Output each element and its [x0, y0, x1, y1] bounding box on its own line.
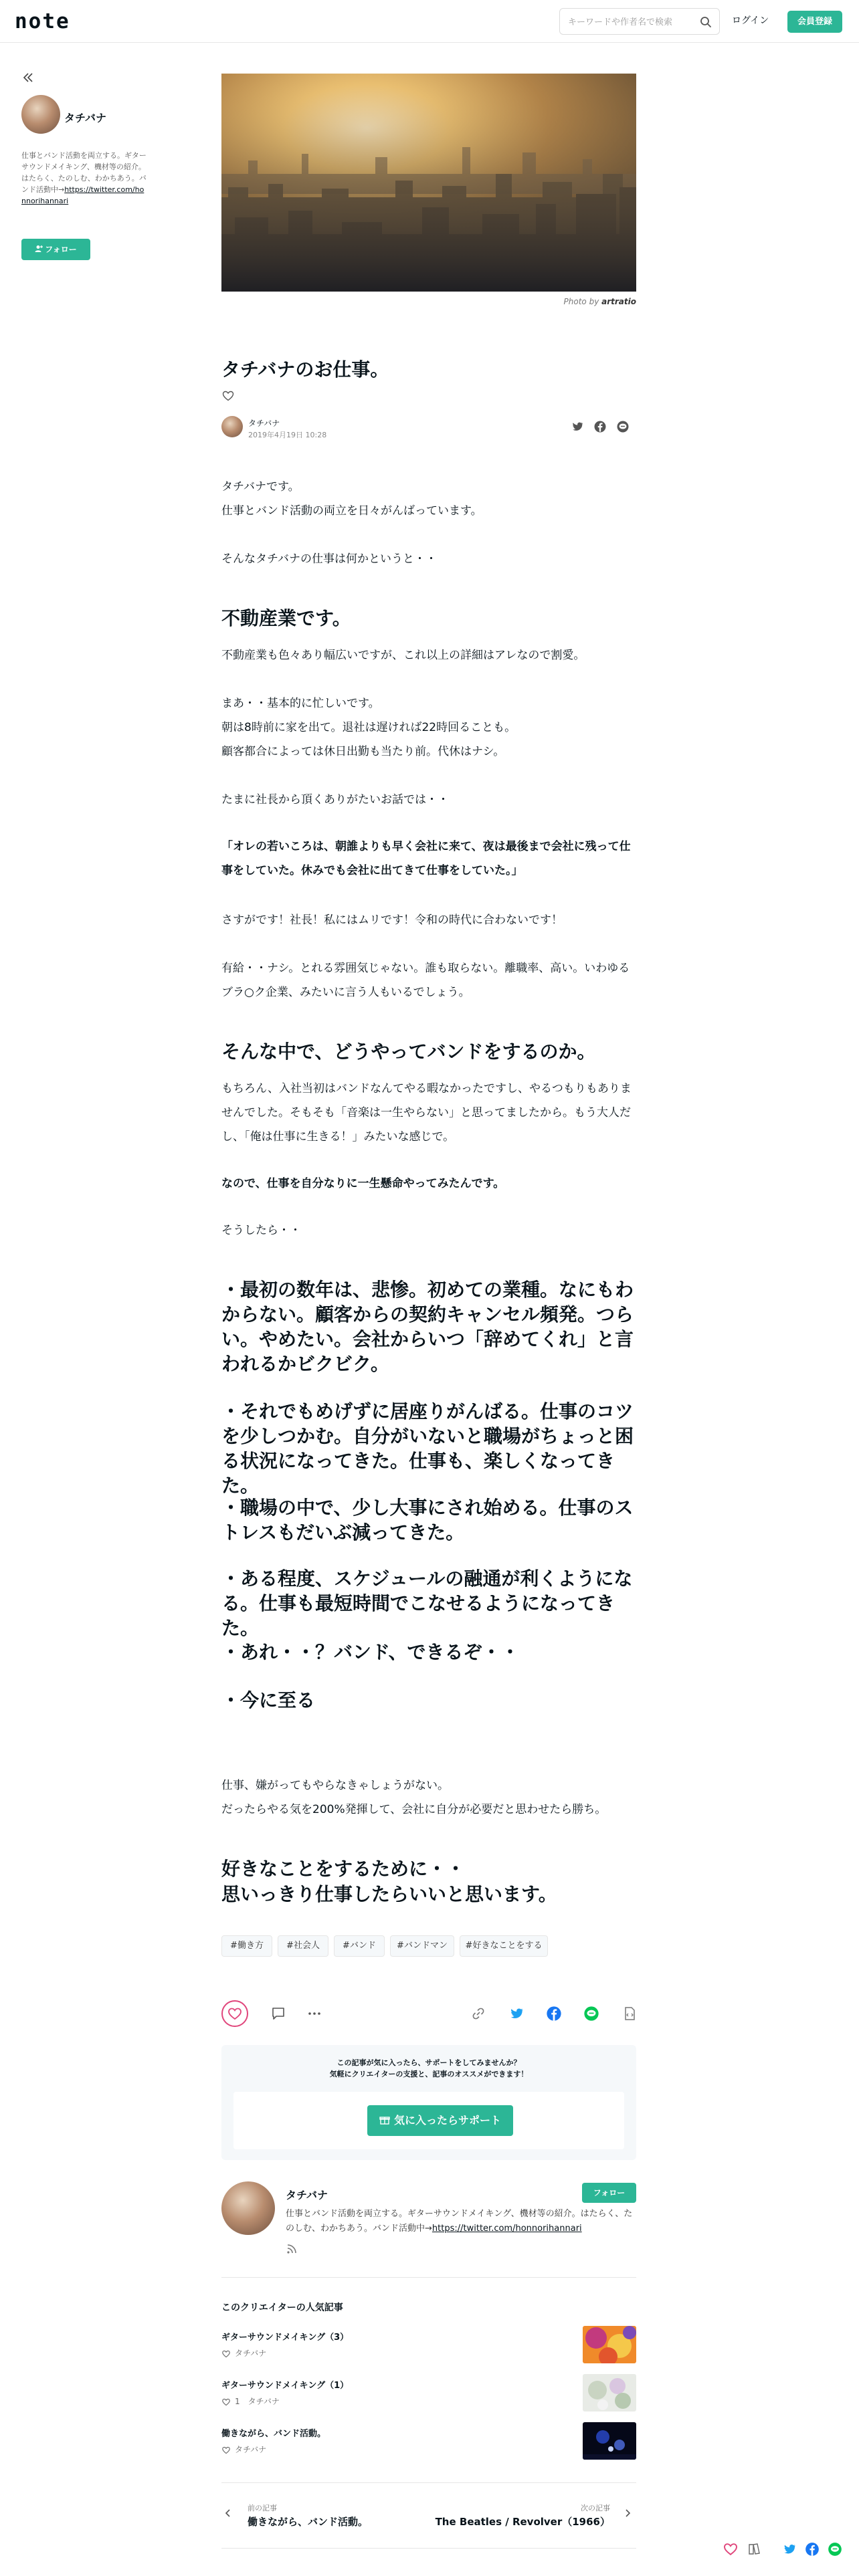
closing-line: 思いっきり仕事したらいいと思います。: [221, 1883, 557, 1905]
twitter-share-icon[interactable]: [508, 2005, 525, 2022]
popular-like-count: 1: [235, 2397, 240, 2406]
intro-paragraph: [221, 475, 636, 571]
popular-article-thumbnail[interactable]: [583, 2422, 636, 2460]
body-line: さすがです！社長！私にはムリです！令和の時代に合わないです！: [221, 914, 563, 927]
popular-article-meta: [221, 2395, 280, 2407]
gift-icon: [379, 2115, 390, 2125]
body-line: まあ・・基本的に忙しいです。: [221, 697, 380, 710]
section-divider: [221, 2277, 636, 2278]
search-input[interactable]: [568, 15, 695, 29]
add-user-icon: [35, 245, 43, 253]
sidebar-follow-label: フォロー: [45, 245, 77, 254]
link-icon[interactable]: [470, 2005, 487, 2022]
support-message: [221, 2057, 636, 2080]
body-line: もちろん、入社当初はバンドなんてやる暇なかったですし、やるつもりもありませんでした。そもそも「音楽は一生やらない」と思ってましたから。もう大人だし、「俺は仕事に生きる！」みたいな感じで。: [221, 1082, 632, 1144]
floating-bookmark-icon[interactable]: [747, 2541, 763, 2557]
hashtag-chip[interactable]: #好きなことをする: [460, 1935, 548, 1957]
popular-article-author[interactable]: タチバナ: [235, 2445, 267, 2454]
creator-bio-link[interactable]: https://twitter.com/honnorihannari: [432, 2224, 582, 2234]
list-item: ・今に至る: [221, 1689, 316, 1711]
heart-icon[interactable]: [221, 2446, 231, 2455]
popular-article-author[interactable]: タチバナ: [248, 2397, 280, 2406]
floating-heart-icon[interactable]: [723, 2541, 739, 2557]
rss-icon[interactable]: [286, 2243, 298, 2255]
sidebar-follow-button[interactable]: [21, 239, 90, 260]
closing-heading: [221, 1856, 636, 1907]
global-header: [0, 0, 859, 43]
intro-line: 仕事とバンド活動の両立を日々がんばっています。: [221, 504, 482, 518]
paragraph-early-days: [221, 1077, 636, 1149]
paragraph-conclusion: [221, 1774, 636, 1822]
hashtag-chip[interactable]: #バンドマン: [390, 1935, 454, 1957]
sidebar-bio: [21, 150, 149, 207]
search-box[interactable]: [559, 8, 720, 35]
hashtag-chip[interactable]: #働き方: [221, 1935, 272, 1957]
hero-city-image: [221, 74, 636, 292]
heart-icon[interactable]: [221, 389, 235, 403]
heading-real-estate: 不動産業です。: [221, 607, 351, 629]
section-divider: [221, 2548, 636, 2549]
support-inner-panel: [233, 2092, 624, 2149]
sidebar-bio-text: 仕事とバンド活動を両立する。ギターサウンドメイキング、機材等の紹介。はたらく、たのしむ、わかちあう。バンド活動中→: [21, 151, 147, 194]
creator-follow-button[interactable]: フォロー: [582, 2183, 636, 2203]
popular-article-meta: [221, 2444, 266, 2455]
like-button[interactable]: [221, 2000, 248, 2027]
list-item: ・それでもめげずに居座りがんばる。仕事のコツを少しつかむ。自分がいないと職場がちょっと困る状況になってきた。仕事も、楽しくなってきた。: [221, 1400, 634, 1497]
popular-article-thumbnail[interactable]: [583, 2326, 636, 2363]
line-icon[interactable]: [615, 419, 630, 434]
heart-icon: [223, 2002, 247, 2026]
hero-credit-link[interactable]: artratio: [601, 297, 636, 306]
facebook-share-icon[interactable]: [545, 2005, 563, 2022]
note-logo[interactable]: note: [15, 9, 70, 33]
hero-credit-prefix: Photo by: [563, 297, 599, 306]
comment-icon[interactable]: [270, 2005, 287, 2022]
list-item: ・職場の中で、少し大事にされ始める。仕事のストレスもだいぶ減ってきた。: [221, 1497, 634, 1543]
heart-icon[interactable]: [221, 2349, 231, 2359]
closing-line: 好きなことをするために・・: [221, 1858, 466, 1880]
paragraph-then: そうしたら・・: [221, 1224, 301, 1237]
creator-avatar[interactable]: [221, 2181, 275, 2235]
body-line: 有給・・ナシ。とれる雰囲気じゃない。誰も取らない。離職率、高い。いわゆるブラ○ク企業、みたいに言う人もいるでしょう。: [221, 962, 630, 999]
login-link[interactable]: ログイン: [732, 15, 769, 26]
body-line: [221, 932, 636, 956]
president-quote: 「オレの若いころは、朝誰よりも早く会社に来て、夜は最後まで会社に残って仕事をしていた。休みでも会社に出てきて仕事をしていた。」: [221, 840, 631, 877]
intro-line: そんなタチバナの仕事は何かというと・・: [221, 552, 437, 566]
next-article-title[interactable]: The Beatles / Revolver（1966）: [435, 2516, 610, 2528]
floating-line-icon[interactable]: [827, 2541, 843, 2557]
body-line: [221, 667, 636, 691]
hashtag-list: [221, 1935, 636, 1957]
author-avatar[interactable]: [221, 416, 243, 437]
publish-date: 2019年4月19日 10:28: [248, 431, 327, 439]
popular-article-title[interactable]: ギターサウンドメイキング（1）: [221, 2381, 349, 2391]
popular-article-thumbnail[interactable]: [583, 2374, 636, 2411]
line-share-icon[interactable]: [583, 2005, 600, 2022]
body-line: 朝は8時前に家を出て。退社は遅ければ22時回ることも。: [221, 721, 516, 734]
intro-line: タチバナです。: [221, 480, 300, 494]
popular-article-author[interactable]: タチバナ: [235, 2349, 267, 2358]
body-line: [221, 764, 636, 788]
body-line: 顧客都合によっては休日出勤も当たり前。代休はナシ。: [221, 745, 505, 758]
article-title: タチバナのお仕事。: [221, 358, 389, 381]
list-item: ・ある程度、スケジュールの融通が利くようになる。仕事も最短時間でこなせるようになってきた。: [221, 1568, 633, 1639]
author-name[interactable]: タチバナ: [248, 419, 280, 428]
chevron-left-icon[interactable]: [223, 2508, 233, 2518]
collapse-sidebar-icon[interactable]: [20, 70, 36, 86]
twitter-icon[interactable]: [570, 419, 585, 434]
body-line: だったらやる気を200%発揮して、会社に自分が必要だと思わせたら勝ち。: [221, 1803, 607, 1816]
heading-how-band: そんな中で、どうやってバンドをするのか。: [221, 1041, 596, 1063]
sidebar-avatar[interactable]: [21, 95, 60, 134]
facebook-icon[interactable]: [593, 419, 607, 434]
support-line: この記事が気に入ったら、サポートをしてみませんか？: [337, 2058, 521, 2067]
embed-icon[interactable]: [621, 2005, 638, 2022]
popular-article-title[interactable]: 働きながら、バンド活動。: [221, 2429, 326, 2439]
body-line: 不動産業も色々あり幅広いですが、これ以上の詳細はアレなので割愛。: [221, 649, 585, 662]
search-icon[interactable]: [699, 15, 712, 29]
sidebar-bio-link[interactable]: https://twitter.com/honnorihannari: [21, 185, 145, 205]
heart-icon[interactable]: [221, 2397, 231, 2407]
hashtag-chip[interactable]: #社会人: [278, 1935, 328, 1957]
section-divider: [221, 2482, 636, 2483]
popular-article-title[interactable]: ギターサウンドメイキング（3）: [221, 2333, 349, 2343]
sidebar-creator-name[interactable]: タチバナ: [64, 112, 107, 124]
prev-article-title[interactable]: 働きながら、バンド活動。: [248, 2516, 369, 2528]
list-item: ・あれ・・？バンド、できるぞ・・: [221, 1641, 520, 1663]
paragraph-work-details: [221, 643, 636, 812]
hashtag-chip[interactable]: #バンド: [334, 1935, 385, 1957]
paragraph-reaction: [221, 908, 636, 1004]
body-line: 仕事、嫌がってもやらなきゃしょうがない。: [221, 1779, 449, 1792]
more-options-icon[interactable]: [306, 2005, 323, 2022]
creator-bio-text: 仕事とバンド活動を両立する。ギターサウンドメイキング、機材等の紹介。はたらく、たのしむ、わかちあう。バンド活動中→: [286, 2209, 633, 2234]
floating-facebook-icon[interactable]: [804, 2541, 820, 2557]
support-section: [221, 2045, 636, 2160]
popular-article-meta: [221, 2347, 266, 2359]
floating-twitter-icon[interactable]: [781, 2541, 797, 2557]
popular-articles-heading: このクリエイターの人気記事: [221, 2302, 343, 2313]
support-button[interactable]: [367, 2105, 513, 2136]
signup-button[interactable]: 会員登録: [787, 11, 842, 33]
prev-article-label: 前の記事: [248, 2504, 277, 2512]
bold-statement: なので、仕事を自分なりに一生懸命やってみたんです。: [221, 1177, 505, 1190]
hero-photo-credit: [508, 297, 636, 306]
support-button-label: 気に入ったらサポート: [393, 2114, 501, 2127]
support-line: 気軽にクリエイターの支援と、記事のオススメができます！: [329, 2070, 529, 2078]
intro-line: [221, 523, 636, 547]
creator-name[interactable]: タチバナ: [286, 2189, 328, 2202]
list-item: ・最初の数年は、悲惨。初めての業種。なにもわからない。顧客からの契約キャンセル頻発。つらい。やめたい。会社からいつ「辞めてくれ」と言われるかビクビク。: [221, 1279, 634, 1375]
next-article-label: 次の記事: [581, 2504, 610, 2512]
chevron-right-icon[interactable]: [622, 2508, 633, 2518]
body-line: たまに社長から頂くありがたいお話では・・: [221, 793, 449, 807]
creator-bio: [286, 2207, 636, 2236]
